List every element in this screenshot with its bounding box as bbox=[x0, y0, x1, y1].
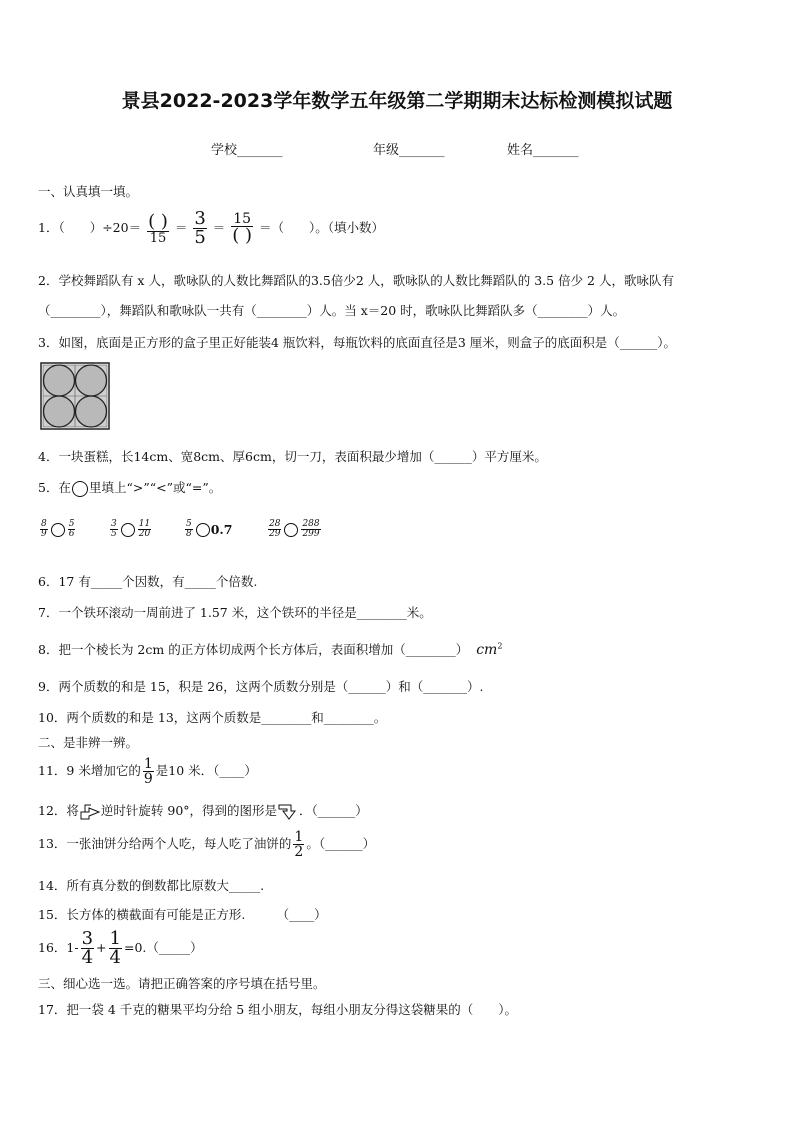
fraction-left bbox=[185, 520, 193, 539]
q5-item-1 bbox=[38, 520, 77, 539]
fraction-numerator: 3 bbox=[81, 928, 94, 949]
compare-circle-icon bbox=[284, 523, 298, 537]
fraction-numerator: 1 bbox=[143, 756, 153, 772]
question-7: 7．一个铁环滚动一周前进了 1.57 米，这个铁环的半径是________米。 bbox=[38, 605, 432, 620]
fraction-numerator: 1 bbox=[294, 829, 304, 845]
q13-suffix: 。（______） bbox=[306, 836, 376, 851]
fraction-left bbox=[40, 520, 48, 539]
fraction-denominator: 2 bbox=[294, 844, 304, 860]
fraction-denominator: 5 bbox=[194, 227, 206, 248]
fraction-left bbox=[110, 520, 118, 539]
unit-text: cm bbox=[476, 642, 498, 658]
fraction-denominator: 299 bbox=[302, 529, 320, 539]
q1-fraction-1 bbox=[147, 210, 169, 246]
fraction-numerator: 15 bbox=[233, 211, 252, 227]
question-5 bbox=[38, 478, 221, 497]
fraction-denominator: 29 bbox=[269, 529, 281, 539]
question-2-line-2: （________），舞蹈队和歌咏队一共有（________）人。当 x＝20 时，歌咏队比舞蹈队多（________）人。 bbox=[38, 303, 626, 318]
q16-fraction-2 bbox=[109, 930, 122, 967]
q13-prefix: 13．一张油饼分给两个人吃，每人吃了油饼的 bbox=[38, 836, 292, 851]
question-8 bbox=[38, 640, 502, 658]
unit-superscript: 2 bbox=[497, 641, 503, 651]
page-title: 景县2022-2023学年数学五年级第二学期期末达标检测模拟试题 bbox=[121, 90, 673, 112]
q5-item-4 bbox=[266, 520, 323, 539]
fraction-numerator: 28 bbox=[269, 519, 281, 529]
fraction-denominator: 20 bbox=[138, 529, 151, 539]
grade-field: 年级_______ bbox=[373, 143, 445, 158]
box-with-four-bottles-figure bbox=[40, 362, 110, 430]
fraction-numerator: 8 bbox=[41, 519, 47, 529]
fraction-numerator: 288 bbox=[302, 519, 320, 529]
q16-suffix: =0.（_____） bbox=[123, 940, 203, 955]
q12-middle: 逆时针旋转 90°，得到的图形是 bbox=[100, 803, 278, 818]
fraction-denominator: 9 bbox=[143, 771, 153, 787]
fraction-denominator: 6 bbox=[68, 529, 75, 539]
q16-fraction-1 bbox=[81, 930, 94, 967]
q11-suffix: 是10 米．（____） bbox=[155, 763, 257, 778]
fraction-numerator: ( ) bbox=[148, 210, 168, 232]
compare-circle-icon bbox=[51, 523, 65, 537]
fraction-numerator: 3 bbox=[111, 519, 117, 529]
fraction-denominator: 4 bbox=[81, 947, 94, 968]
q5-suffix: 里填上“>”“<”或“=”。 bbox=[88, 480, 222, 495]
fraction-denominator: 9 bbox=[41, 529, 47, 539]
fraction-numerator: 3 bbox=[194, 208, 206, 229]
fraction-denominator: 8 bbox=[186, 529, 192, 539]
question-13 bbox=[38, 830, 375, 859]
question-12 bbox=[38, 801, 368, 821]
fraction-numerator: 1 bbox=[109, 928, 121, 949]
question-3: 3．如图，底面是正方形的盒子里正好能装4 瓶饮料，每瓶饮料的底面直径是3 厘米，则盒子的底面积是（______）。 bbox=[38, 335, 677, 350]
fraction-denominator: 4 bbox=[109, 947, 121, 968]
section-heading-2: 二、是非辨一辨。 bbox=[38, 735, 139, 750]
q1-fraction-3 bbox=[231, 212, 253, 245]
q8-text: 8．把一个棱长为 2cm 的正方体切成两个长方体后，表面积增加（________） bbox=[38, 642, 469, 657]
question-1 bbox=[38, 210, 384, 247]
name-field: 姓名_______ bbox=[507, 143, 579, 158]
rotated-arrow-shape-icon bbox=[277, 803, 299, 821]
q5-item-2 bbox=[108, 520, 153, 539]
fraction-right bbox=[68, 520, 76, 539]
fraction-left bbox=[268, 520, 281, 539]
compare-circle-icon bbox=[196, 523, 210, 537]
question-4: 4．一块蛋糕，长14cm、宽8cm、厚6cm，切一刀，表面积最少增加（______）平方厘米。 bbox=[38, 449, 547, 464]
fraction-right bbox=[301, 520, 320, 539]
q16-plus: + bbox=[96, 940, 107, 955]
fraction-denominator: ( ) bbox=[232, 225, 253, 246]
question-10: 10．两个质数的和是 13，这两个质数是________和________。 bbox=[38, 710, 387, 725]
fraction-numerator: 5 bbox=[68, 519, 75, 529]
compare-circle-icon bbox=[121, 523, 135, 537]
q12-suffix: ．（______） bbox=[299, 803, 368, 818]
section-heading-1: 一、认真填一填。 bbox=[38, 184, 139, 199]
q13-fraction bbox=[293, 830, 304, 859]
question-16 bbox=[38, 930, 203, 967]
q1-equals-2: ＝ bbox=[212, 220, 226, 235]
school-field: 学校_______ bbox=[211, 143, 283, 158]
q1-suffix: ＝（ ）。（填小数） bbox=[259, 220, 385, 235]
q5-prefix: 5．在 bbox=[38, 480, 71, 495]
question-14: 14．所有真分数的倒数都比原数大_____. bbox=[38, 878, 265, 893]
unit-cm2 bbox=[476, 642, 502, 658]
question-6: 6．17 有_____个因数，有_____个倍数. bbox=[38, 574, 258, 589]
q1-prefix: 1．（ ）÷20＝ bbox=[38, 220, 142, 235]
q12-prefix: 12．将 bbox=[38, 803, 79, 818]
decimal-value: 0.7 bbox=[210, 522, 233, 537]
question-9: 9．两个质数的和是 15，积是 26，这两个质数分别是（______）和（_______）. bbox=[38, 679, 484, 694]
q1-equals-1: ＝ bbox=[174, 220, 188, 235]
fraction-right bbox=[138, 520, 151, 539]
fraction-numerator: 5 bbox=[186, 519, 192, 529]
original-arrow-shape-icon bbox=[79, 803, 101, 821]
q11-fraction bbox=[143, 757, 154, 786]
fraction-denominator: 15 bbox=[149, 230, 167, 246]
compare-circle-icon bbox=[72, 481, 88, 497]
question-11 bbox=[38, 757, 257, 786]
question-2-line-1: 2．学校舞蹈队有 x 人，歌咏队的人数比舞蹈队的3.5倍少2 人，歌咏队的人数比舞蹈队的 3.5 倍少 2 人，歌咏队有 bbox=[38, 273, 674, 288]
q11-prefix: 11．9 米增加它的 bbox=[38, 763, 141, 778]
q5-item-3 bbox=[183, 520, 232, 539]
question-15: 15．长方体的横截面有可能是正方形. （____） bbox=[38, 907, 327, 922]
question-17: 17．把一袋 4 千克的糖果平均分给 5 组小朋友，每组小朋友分得这袋糖果的（ ）。 bbox=[38, 1002, 517, 1017]
q16-prefix: 16．1- bbox=[38, 940, 79, 955]
section-heading-3: 三、细心选一选。请把正确答案的序号填在括号里。 bbox=[38, 976, 326, 991]
fraction-numerator: 11 bbox=[138, 519, 151, 529]
fraction-denominator: 5 bbox=[111, 529, 117, 539]
q1-fraction-2 bbox=[193, 210, 206, 247]
